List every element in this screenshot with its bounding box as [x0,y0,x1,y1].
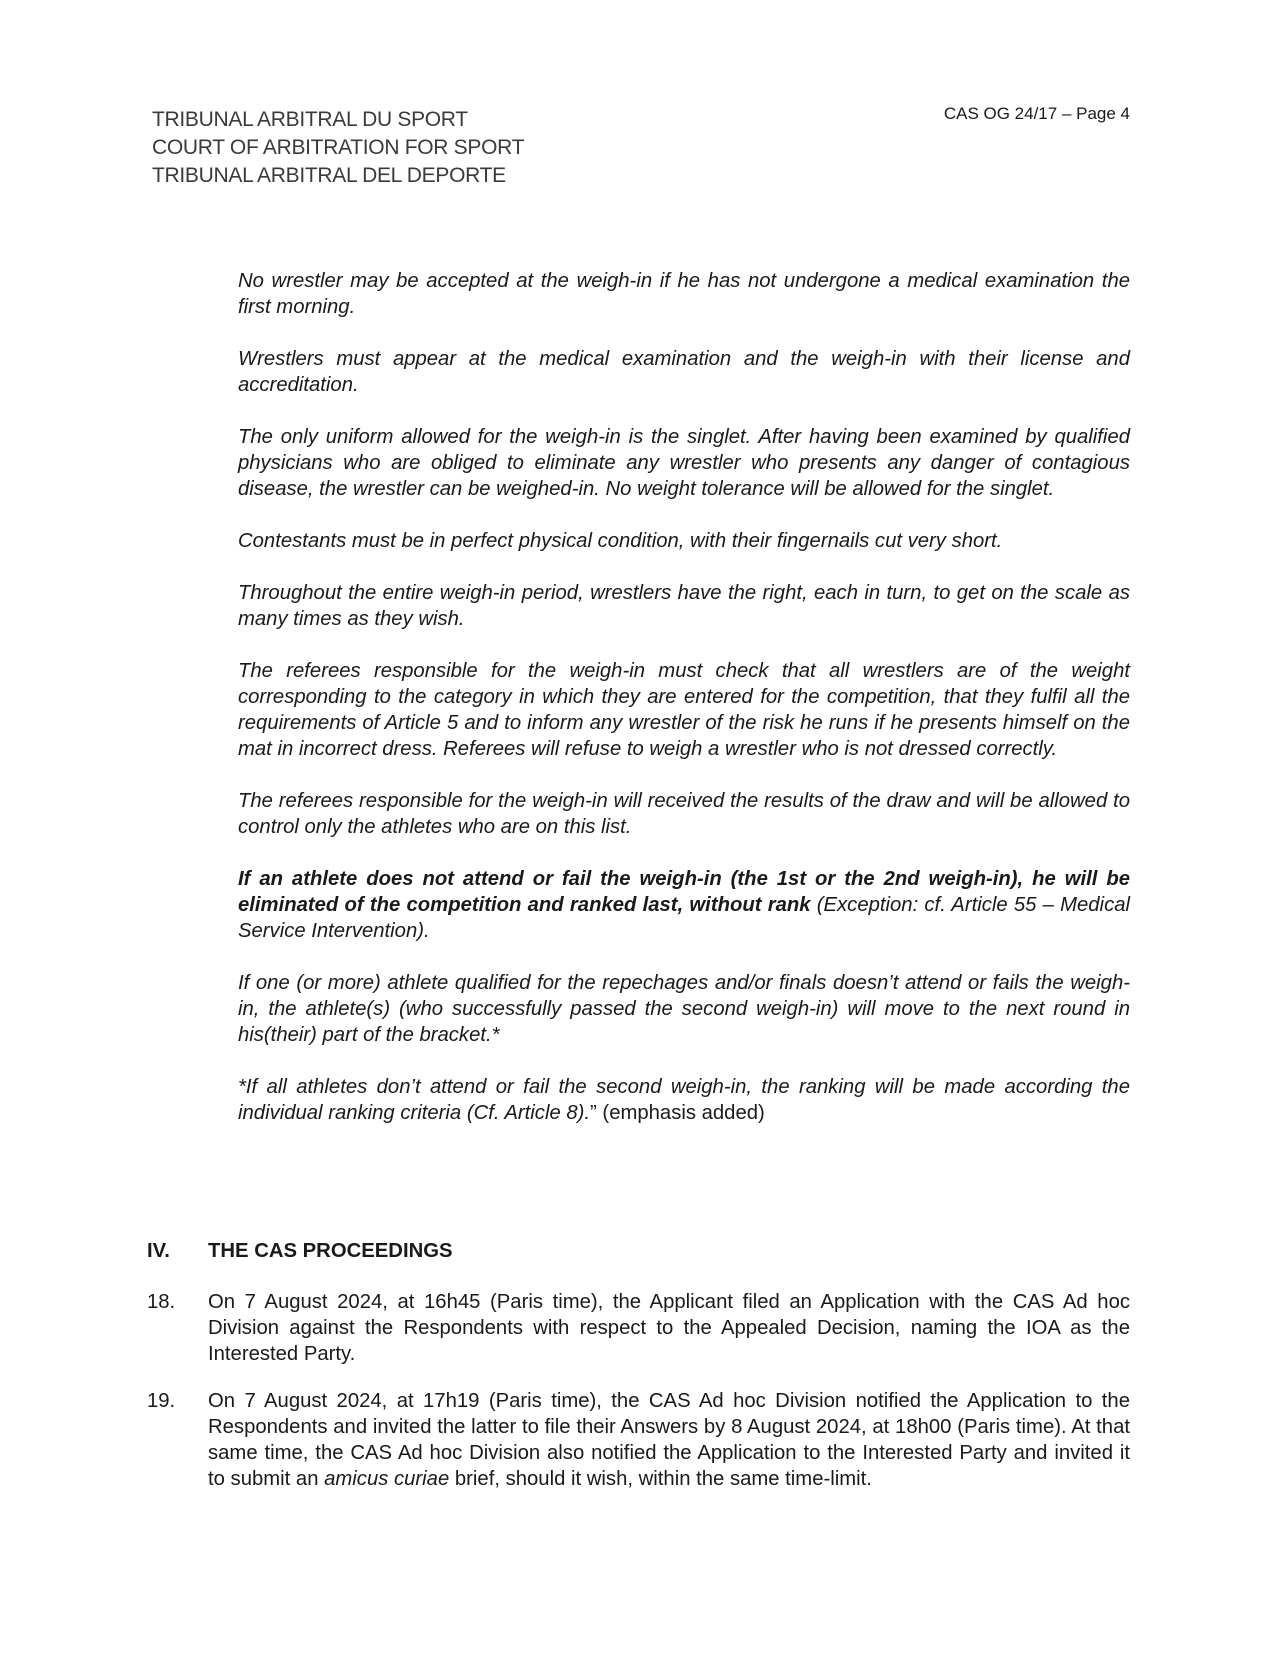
paragraph-number: 18. [147,1291,176,1313]
exception-text: (Exception: cf. Article 55 – Medical Service Intervention). [238,894,1130,942]
quote-paragraph: Contestants must be in perfect physical condition, with their fingernails cut very short. [238,530,1003,552]
quote-paragraph: Wrestlers must appear at the medical examination and the weigh-in with their license and accreditation. [238,348,1130,396]
quote-paragraph: If one (or more) athlete qualified for the repechages and/or finals doesn’t attend or fails the weigh-in, the athlete(s) (who successfully passed the second weigh-in) will move to the next round in his(their) part of the bracket.* [238,972,1130,1046]
court-name-block [152,106,524,190]
emphasized-text: If an athlete does not attend or fail the weigh-in (the 1st or the 2nd weigh-in), he will be eliminated of the competition and ranked last, without rank [238,868,1130,916]
emphasis-note: ” (emphasis added) [590,1102,765,1124]
quote-paragraph: The referees responsible for the weigh-in will received the results of the draw and will be allowed to control only the athletes who are on this list. [238,790,1130,838]
quoted-rules [238,268,1130,1152]
paragraph-number: 19. [147,1390,176,1412]
quote-footnote [238,1074,1130,1126]
court-name-spanish: TRIBUNAL ARBITRAL DEL DEPORTE [152,164,506,187]
latin-term: amicus curiae [324,1468,450,1490]
paragraph-text: On 7 August 2024, at 16h45 (Paris time), the Applicant filed an Application with the CAS Ad hoc Division against the Respondents with respect to the Appealed Decision, naming the IOA as the Interested Party. [208,1291,1130,1365]
quote-paragraph: The only uniform allowed for the weigh-in is the singlet. After having been examined by qualified physicians who are obliged to eliminate any wrestler who presents any danger of contagious disease, the wrestler can be weighed-in. No weight tolerance will be allowed for the singlet. [238,426,1130,500]
paragraph-text-part: brief, should it wish, within the same time-limit. [449,1468,872,1490]
footnote-text: *If all athletes don’t attend or fail the second weigh-in, the ranking will be made according the individual ranking criteria (Cf. Article 8). [238,1076,1130,1124]
quote-paragraph: No wrestler may be accepted at the weigh-in if he has not undergone a medical examination the first morning. [238,270,1130,318]
section-number: IV. [147,1240,170,1262]
court-name-english: COURT OF ARBITRATION FOR SPORT [152,136,525,159]
paragraph-text-part: On 7 August 2024, at 17h19 (Paris time), the CAS Ad hoc Division notified the Application to the Respondents and invited the latter to file their Answers by 8 August 2024, at 18h00 (Paris time). At that same time, the CAS Ad hoc Division also notified the Application to the Interested Party and invited it to submit an [208,1390,1130,1490]
quote-paragraph: Throughout the entire weigh-in period, wrestlers have the right, each in turn, to get on the scale as many times as they wish. [238,582,1130,630]
quote-paragraph-emphasis [238,866,1130,944]
court-name-french: TRIBUNAL ARBITRAL DU SPORT [152,108,468,131]
section-heading [147,1240,453,1263]
page-reference: CAS OG 24/17 – Page 4 [943,104,1130,123]
section-title: THE CAS PROCEEDINGS [208,1240,453,1262]
numbered-paragraph [147,1289,1130,1367]
numbered-paragraph [147,1388,1130,1492]
quote-paragraph: The referees responsible for the weigh-in must check that all wrestlers are of the weight corresponding to the category in which they are entered for the competition, that they fulfil all the requirements of Article 5 and to inform any wrestler of the risk he runs if he presents himself on the mat in incorrect dress. Referees will refuse to weigh a wrestler who is not dressed correctly. [238,660,1130,760]
paragraph-text [208,1388,1130,1492]
